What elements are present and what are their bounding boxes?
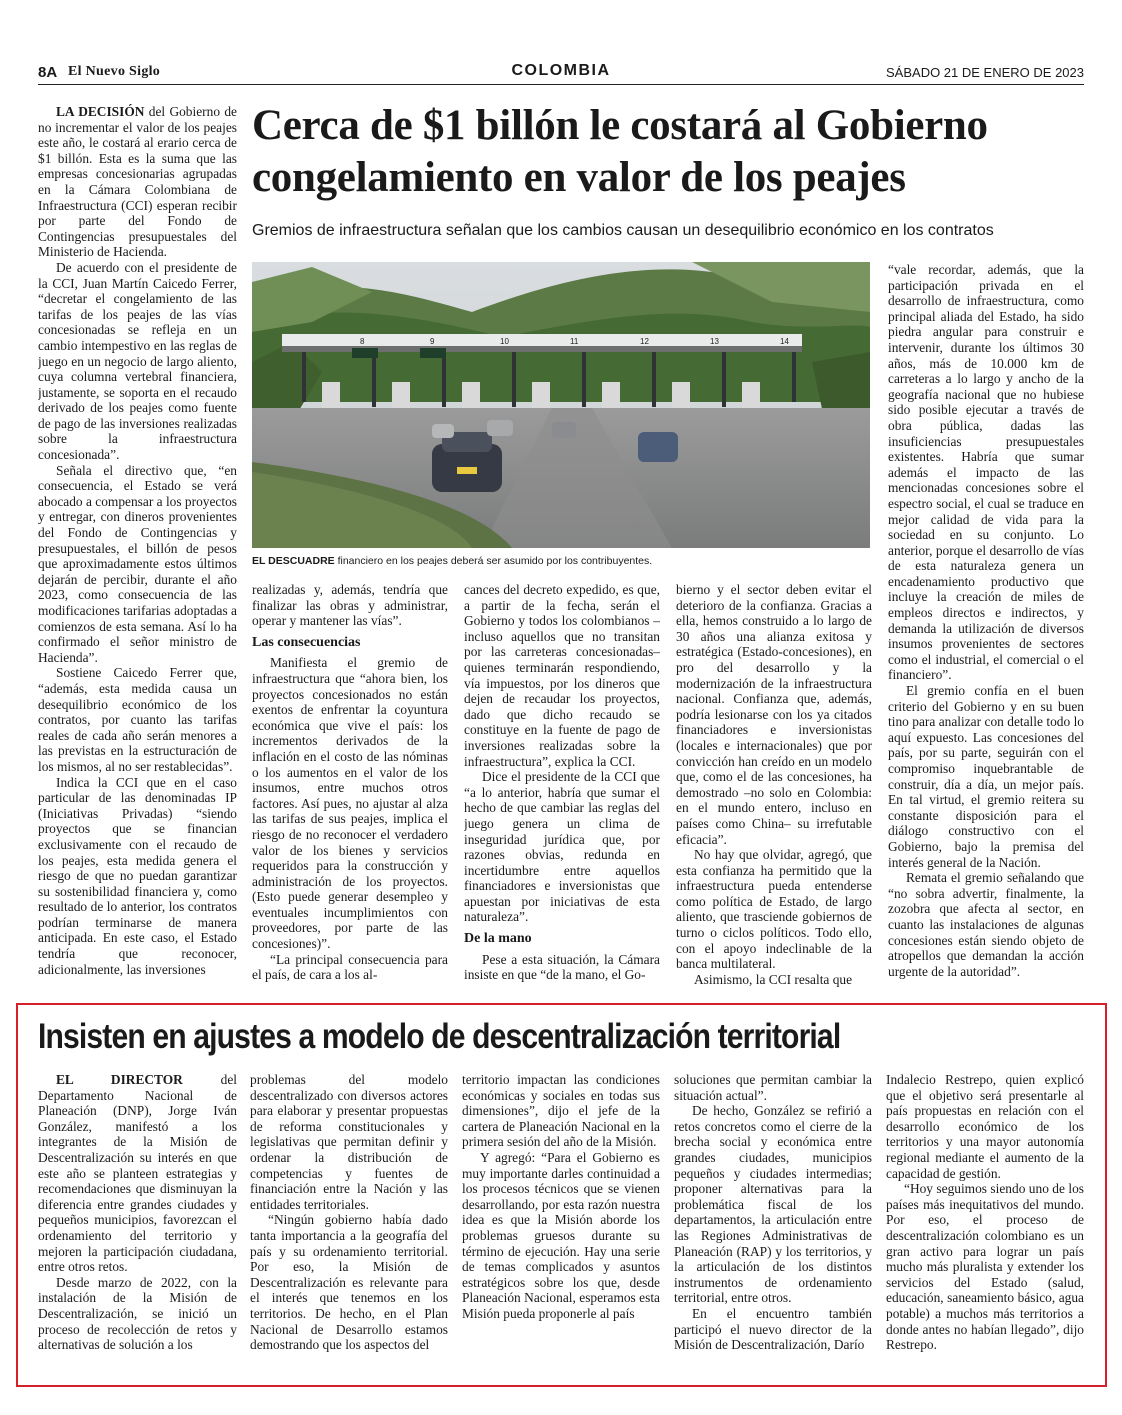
- boxed-story-headline: Insisten en ajustes a modelo de descentralización territorial: [38, 1017, 841, 1056]
- boxed-paragraph: En el encuentro también participó el nuevo director de la Misión de Descentralización, Darío: [674, 1305, 872, 1353]
- article-paragraph: “La principal consecuencia para el país, de cara a los al-: [252, 951, 448, 983]
- boxed-column-3: [462, 1072, 660, 1372]
- boxed-paragraph: territorio impactan las condiciones económicas y sociales en todas sus dimensiones”, dijo el jefe de la cartera de Planeación Nacional en la primera sesión del año de la Misión.: [462, 1072, 660, 1150]
- boxed-paragraph: Desde marzo de 2022, con la instalación de la Misión de Descentralización, se inició un proceso de recolección de retos y alternativas de solución a los: [38, 1274, 237, 1353]
- article-subheading: De la mano: [464, 931, 532, 947]
- page-number: 8A: [38, 64, 58, 81]
- boxed-paragraph: Y agregó: “Para el Gobierno es muy importante darles continuidad a los procesos técnicos que se vienen desarrollando, por esta razón nuestra idea es que la Misión aborde los problemas gruesos durante su término de ejecución. Hay una serie de temas complicados y asuntos estratégicos sobre los que, desde Planeación Nacional, esperamos esta Misión pueda proponerle al país: [462, 1149, 660, 1321]
- boxed-paragraph: del Departamento Nacional de Planeación (DNP), Jorge Iván González, manifestó a los integrantes de la Misión de Descentralización su interés en que este año se planteen estrategias y recomendaciones que disminuyan la diferencia entre grandes ciudades y pequeños municipios, favorezcan el ordenamiento del territorio y mejoren la participación ciudadana, entre otros retos.: [38, 1072, 237, 1275]
- caption-lead: EL DESCUADRE: [252, 555, 335, 567]
- article-column-3: [464, 582, 660, 996]
- photo-caption: [252, 554, 870, 568]
- boxed-paragraph: problemas del modelo descentralizado con diversos actores para elaborar y presentar propuestas de reforma constitucionales y legislativas que permitan definir y ordenar la distribución de competencias y fuentes de financiación entre la Nación y las entidades territoriales.: [250, 1072, 448, 1212]
- article-column-1: [38, 104, 237, 996]
- booth-number: 8: [360, 337, 365, 346]
- article-paragraph: Señala el directivo que, “en consecuencia, el Estado se verá abocado a compensar a los proyectos y entregar, con dineros provenientes del Fondo de Contingencias y presupuestales, el billón de pesos que aproximadamente estos últimos dejarán de percibir, durante el año 2023, como consecuencia de las modificaciones tarifarias adoptadas a comienzos de esta semana. Así lo ha confirmado el señor ministro de Hacienda”.: [38, 462, 237, 665]
- article-paragraph: realizadas y, además, tendría que finalizar las obras y administrar, operar y mantener las vías”.: [252, 582, 448, 629]
- article-paragraph: De acuerdo con el presidente de la CCI, Juan Martín Caicedo Ferrer, “decretar el congelamiento de las tarifas de los peajes de las vías concesionadas se refleja en un cambio intempestivo en las reglas de juego en un negocio de largo aliento, cuya columna vertebral financiera, justamente, se soporta en el recaudo derivado de los peajes como fuente de pago de las inversiones realizadas sobre la infraestructura concesionada”.: [38, 259, 237, 463]
- article-column-2: [252, 582, 448, 996]
- article-paragraph: del Gobierno de no incrementar el valor de los peajes este año, le costará al erario cerca de $1 billón. Esta es la suma que las empresas concesionarias agrupadas en la Cámara Colombiana de Infraestructura (CCI) esperan recibir por parte del Fondo de Contingencias presupuestales del Ministerio de Hacienda.: [38, 104, 237, 260]
- article-subheading: Las consecuencias: [252, 634, 361, 650]
- booth-number: 10: [500, 337, 509, 346]
- newspaper-name: El Nuevo Siglo: [68, 64, 161, 79]
- article-paragraph: Pese a esta situación, la Cámara insiste en que “de la mano, el Go-: [464, 951, 660, 983]
- boxed-column-5: [886, 1072, 1084, 1372]
- boxed-column-4: [674, 1072, 872, 1372]
- caption-text: financiero en los peajes deberá ser asumido por los contribuyentes.: [334, 555, 653, 567]
- booth-number: 14: [780, 337, 789, 346]
- article-paragraph: Manifiesta el gremio de infraestructura que “ahora bien, los proyectos concesionados no están exentos de enfrentar la coyuntura económica que vive el país: los incrementos derivados de la inflación en el costo de las nóminas o los aumentos en el valor de los insumos, entre muchos otros factores. Así pues, no ajustar al alza las tarifas de sus peajes, implica el riesgo de no reconocer el verdadero valor de los bienes y servicios requeridos para la construcción y administración de los proyectos. (Esto puede generar desempleo y eventuales incumplimientos con proveedores, por parte de las concesiones)”.: [252, 655, 448, 952]
- article-column-5: [888, 262, 1084, 996]
- boxed-paragraph: “Hoy seguimos siendo uno de los países más inequitativos del mundo. Por eso, el proceso de descentralización colombiano es un gran activo para lograr un país mucho más pluralista y extender los servicios del Estado (salud, educación, saneamiento básico, agua potable) a muchos más territorios a donde antes no habían llegado”, dijo Restrepo.: [886, 1181, 1084, 1353]
- article-paragraph: Asimismo, la CCI resalta que: [694, 971, 853, 987]
- article-paragraph: Indica la CCI que en el caso particular de las denominadas IP (Iniciativas Privadas) “siendo proyectos que se financian exclusivamente con el recaudo de los peajes, esta medida genera el riesgo de que no puedan garantizar su sostenibilidad financiera y, como resultado de lo anterior, los contratos podrían terminarse de manera anticipada. En este caso, el Estado tendría que reconocer, adicionalmente, las inversiones: [38, 774, 237, 977]
- article-paragraph: Remata el gremio señalando que “no sobra advertir, finalmente, la zozobra que afecta al sector, en cuanto las instalaciones de algunas concesiones están siendo objeto de atropellos que demandan la acción urgente de la autoridad”.: [888, 870, 1084, 979]
- article-paragraph: Dice el presidente de la CCI que “a lo anterior, habría que sumar el hecho de que cambiar las reglas del juego genera un clima de inseguridad jurídica que, por razones obvias, redunda en incertidumbre entre aquellos financiadores e inversionistas que apuestan por iniciativas de esta naturaleza”.: [464, 769, 660, 925]
- toll-plaza-photo: [252, 262, 870, 548]
- article-paragraph: cances del decreto expedido, es que, a partir de la fecha, serán el Gobierno y todos los colombianos –incluso aquellos que no transitan por las carreteras concesionadas– quienes terminarán respondiendo, vía impuestos, por los dineros que dejen de recaudar los proyectos, dado que dicho recaudo se constituye en la fuente de pago de inversiones realizadas sobre la infraestructura”, explica la CCI.: [464, 582, 660, 769]
- page-header: [38, 62, 1084, 85]
- boxed-paragraph: De hecho, González se refirió a retos concretos como el cierre de la brecha social y económica entre grandes ciudades, municipios pequeños y ciudades intermedias; proponer alternativas para la problemática fiscal de los departamentos, la articulación entre las Regiones Administrativas de Planeación (RAP) y los territorios, y la articulación de los distintos instrumentos de ordenamiento territorial, entre otros.: [674, 1103, 872, 1306]
- article-subheadline: Gremios de infraestructura señalan que los cambios causan un desequilibrio económico en los contratos: [252, 222, 994, 239]
- boxed-column-1: [38, 1072, 237, 1372]
- article-paragraph: bierno y el sector deben evitar el deterioro de la confianza. Gracias a ella, hemos construido a lo largo de 30 años una alianza exitosa y estratégica (Estado-concesiones), en pro del desarrollo y la modernización de la infraestructura nacional. Confianza que, además, podría lesionarse con los ya citados financiadores e inversionistas (locales e internacionales) que por convicción han creído en un modelo que, como el de las concesiones, ha demostrado –no solo en Colombia: en el mundo entero, incluso en países como China– su irrefutable eficacia”.: [676, 582, 872, 847]
- article-headline: Cerca de $1 billón le costará al Gobierno congelamiento en valor de los peajes: [252, 102, 988, 201]
- booth-number: 13: [710, 337, 719, 346]
- toll-plaza-illustration: [252, 262, 870, 548]
- boxed-paragraph: “Ningún gobierno había dado tanta importancia a la geografía del país y su ordenamiento territorial. Por eso, la Misión de Descentralización es relevante para el interés que tenemos en los territorios. De hecho, en el Plan Nacional de Desarrollo estamos demostrando que los aspectos del: [250, 1212, 448, 1353]
- boxed-paragraph: soluciones que permitan cambiar la situación actual”.: [674, 1072, 872, 1103]
- boxed-lead-word: EL DIRECTOR: [56, 1072, 183, 1087]
- boxed-column-2: [250, 1072, 448, 1372]
- article-paragraph: No hay que olvidar, agregó, que esta confianza ha permitido que la infraestructura pueda entenderse como política de Estado, de largo aliento, que trasciende gobiernos de turno o ciclos políticos. Todo ello, con el apoyo indeclinable de la banca multilateral.: [676, 847, 872, 972]
- article-paragraph: “vale recordar, además, que la participación privada en el desarrollo de infraestructura, como principal aliada del Estado, ha sido piedra angular para construir e intervenir, durante los últimos 30 años, más de 10.000 km de carreteras a lo largo y ancho de la geografía nacional que no hubiese sido posible ejecutar a través de obra pública, dadas las insuficiencias presupuestales existentes. Habría que sumar además el impacto de las mencionadas concesiones sobre el espectro social, el cual se traduce en mejor calidad de vida para la sociedad en su conjunto. Lo anterior, porque el desarrollo de vías de esta naturaleza genera un encadenamiento productivo que incluye la creación de miles de empleos directos e indirectos, y demanda la utilización de diversos insumos provenientes de sectores como el industrial, el comercial o el financiero”.: [888, 262, 1084, 683]
- article-lead-word: LA DECISIÓN: [56, 104, 145, 119]
- article-column-4: [676, 582, 872, 996]
- booth-number: 9: [430, 337, 435, 346]
- booth-number: 12: [640, 337, 649, 346]
- section-name: COLOMBIA: [511, 62, 611, 79]
- article-paragraph: El gremio confía en el buen criterio del Gobierno y en su buen tino para analizar con detalle todo lo aquí expuesto. Las concesiones del país, por su parte, seguirán con el compromiso inquebrantable de construir, día a día, un mejor país. En tal virtud, el gremio reitera su constante disposición para el diálogo constructivo con el Gobierno, bajo la premisa del interés general de la Nación.: [888, 683, 1084, 870]
- boxed-paragraph: Indalecio Restrepo, quien explicó que el objetivo será presentarle al país propuestas en relación con el desarrollo económico de los territorios y una mayor autonomía regional mediante el aumento de la capacidad de gestión.: [886, 1072, 1084, 1181]
- article-paragraph: Sostiene Caicedo Ferrer que, “además, esta medida causa un desequilibrio económico de los contratos, por cuanto las tarifas reales de cada año serán menores a las previstas en la estructuración de los mismos, al no ser restablecidas”.: [38, 665, 237, 774]
- booth-number: 11: [570, 337, 579, 346]
- issue-date: SÁBADO 21 DE ENERO DE 2023: [886, 65, 1084, 80]
